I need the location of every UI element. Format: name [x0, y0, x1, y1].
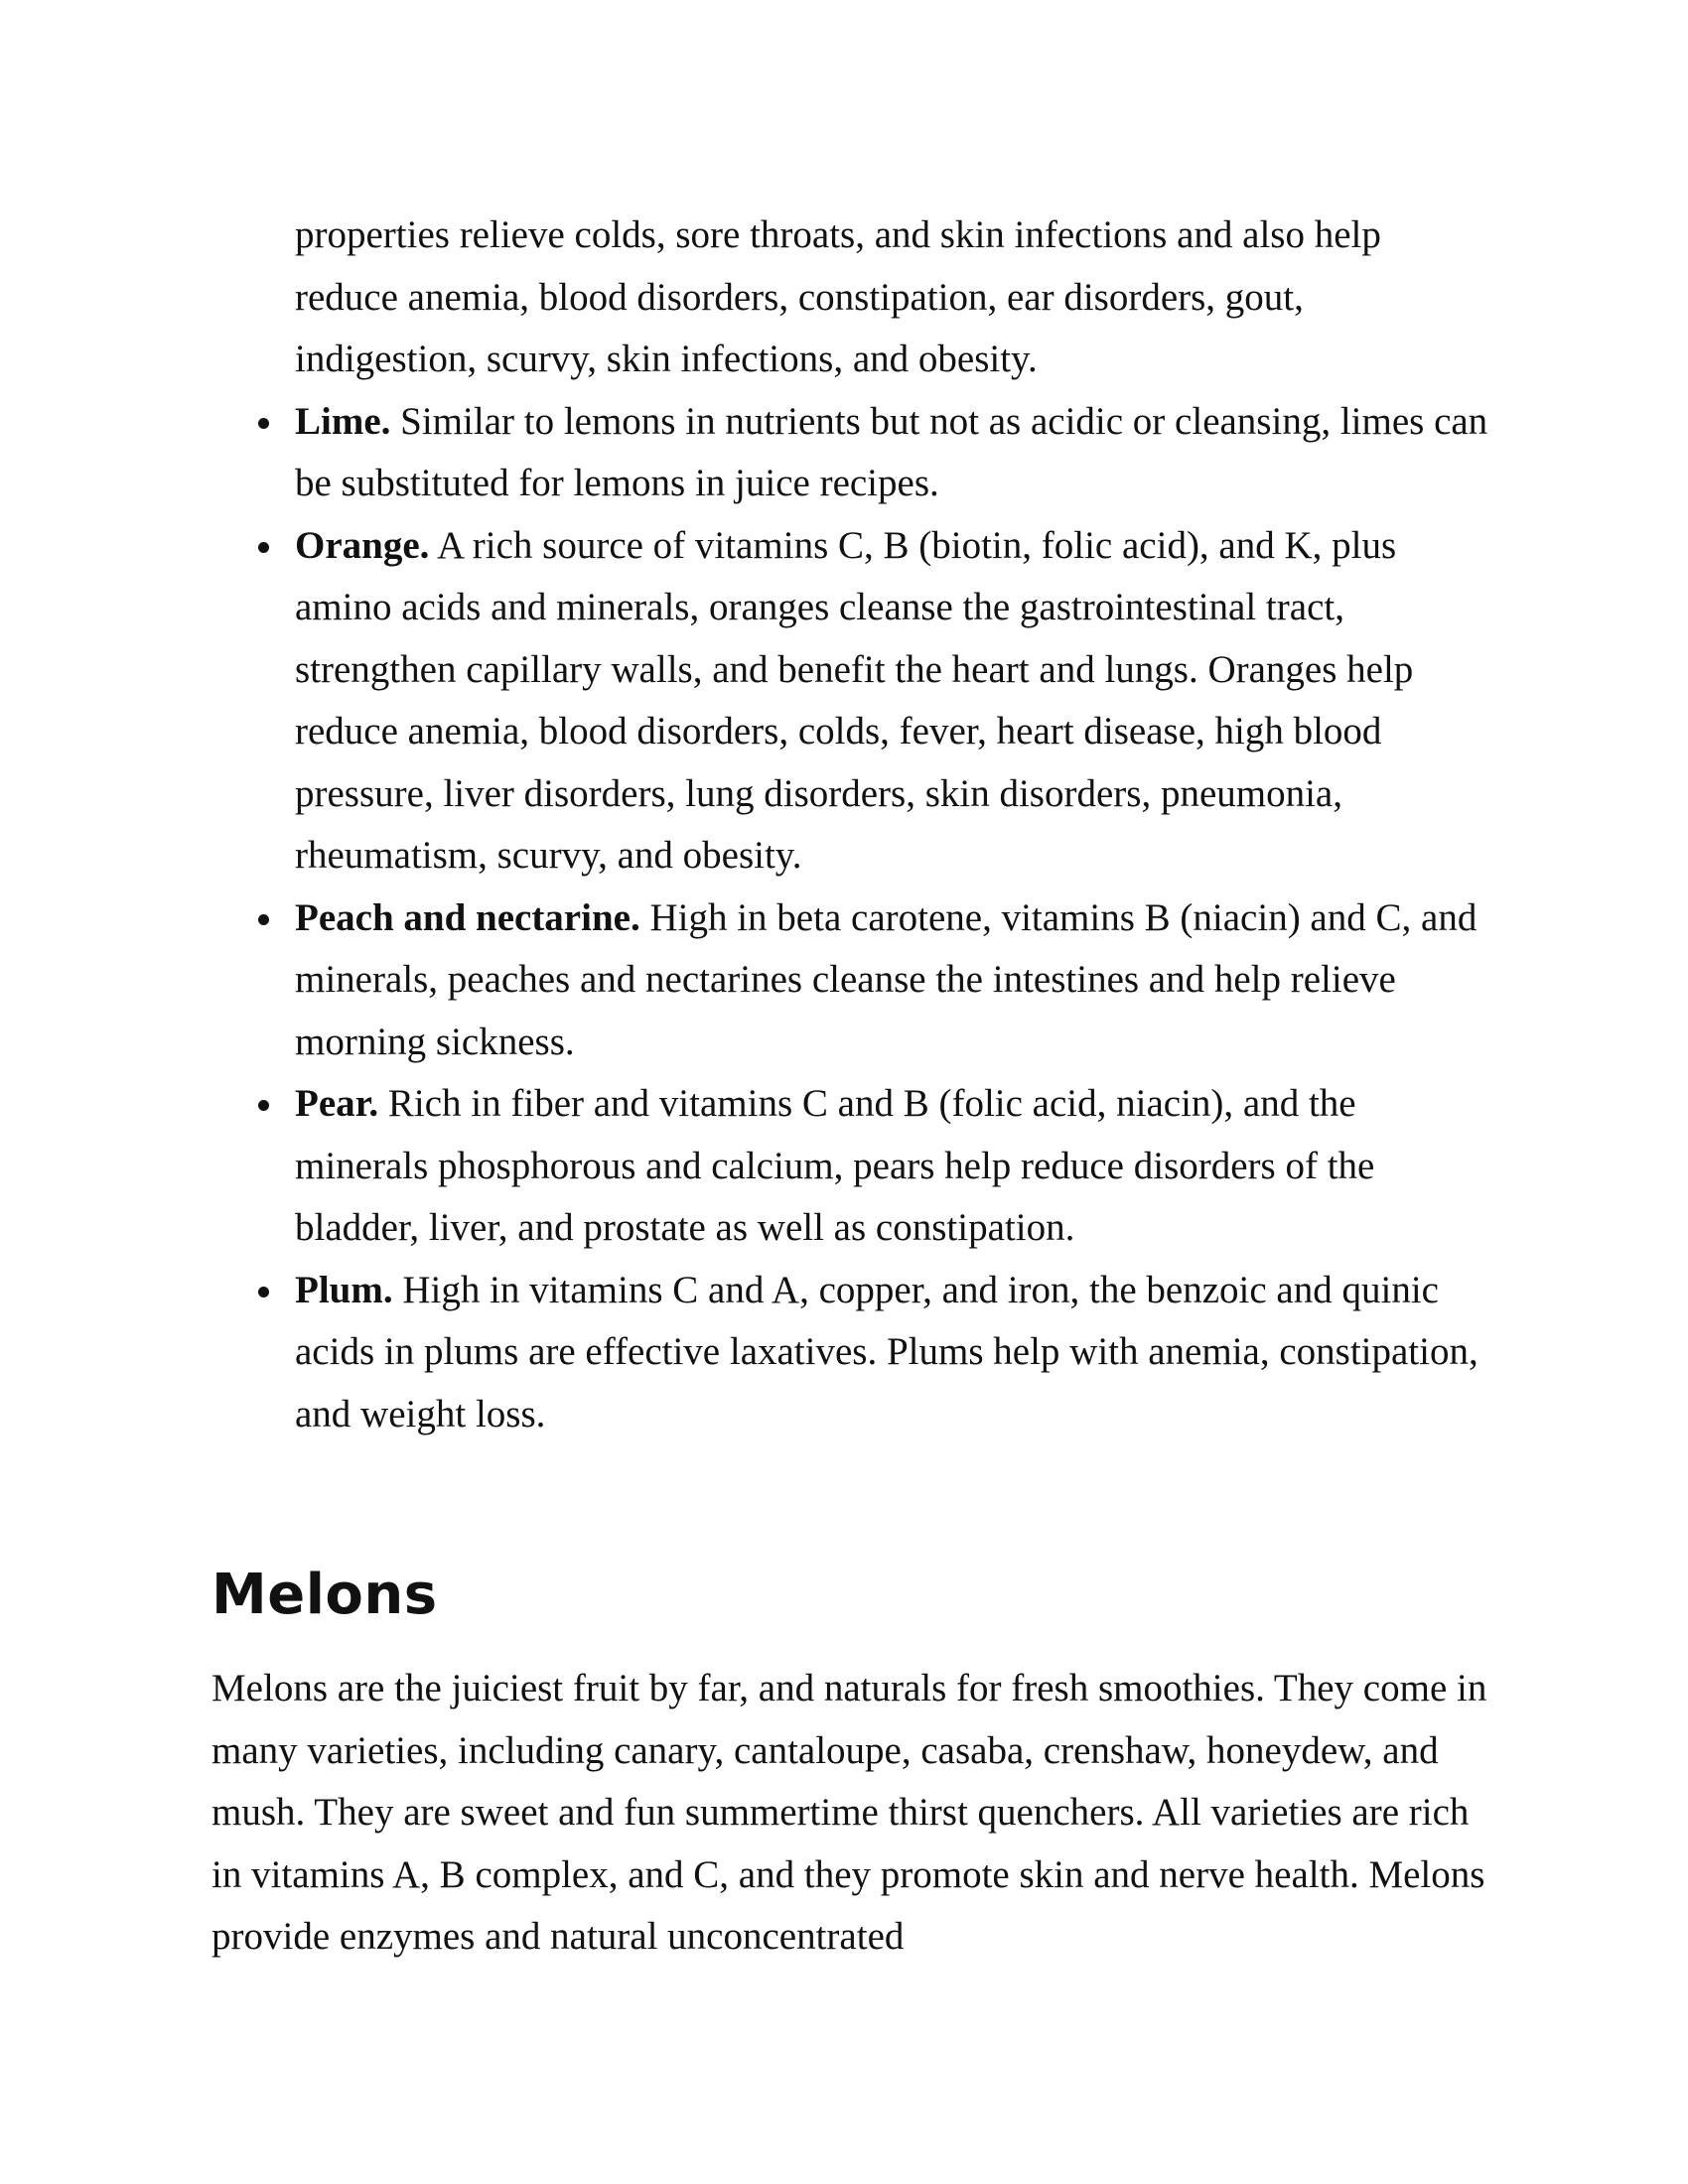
list-item-term: Orange.	[295, 523, 430, 567]
list-item-lime	[295, 391, 1492, 515]
document-page	[211, 205, 1492, 1969]
list-item-term: Peach and nectarine.	[295, 895, 640, 939]
bullet-icon	[258, 1287, 269, 1297]
bullet-icon	[258, 914, 269, 925]
bullet-icon	[258, 542, 269, 553]
list-item-text: Rich in fiber and vitamins C and B (folic acid, niacin), and the minerals phosphorous and calcium, pears help reduce disorders of the bladder, liver, and prostate as well as constipation.	[295, 1082, 1375, 1249]
section-heading: Melons	[211, 1563, 438, 1627]
continuation-paragraph: properties relieve colds, sore throats, and skin infections and also help reduce anemia, blood disorders, constipation, ear disorders, gout, indigestion, scurvy, skin infections, and obesity.	[295, 213, 1381, 380]
list-item-text: High in beta carotene, vitamins B (niacin) and C, and minerals, peaches and nectarines cleanse the intestines and help relieve morning sickness.	[295, 895, 1477, 1063]
section-body-paragraph: Melons are the juiciest fruit by far, and naturals for fresh smoothies. They come in many varieties, including canary, cantaloupe, casaba, crenshaw, honeydew, and mush. They are sweet and fun summertime thirst quenchers. All varieties are rich in vitamins A, B complex, and C, and they promote skin and nerve health. Melons provide enzymes and natural unconcentrated	[211, 1667, 1487, 1958]
fruit-list	[211, 391, 1492, 1446]
list-item-plum	[295, 1260, 1492, 1446]
list-item-peach-and-nectarine	[295, 887, 1492, 1074]
list-item-text: A rich source of vitamins C, B (biotin, folic acid), and K, plus amino acids and minerals, oranges cleanse the gastrointestinal tract, strengthen capillary walls, and benefit the heart and lungs. Oranges help reduce anemia, blood disorders, colds, fever, heart disease, high blood pressure, liver disorders, lung disorders, skin disorders, pneumonia, rheumatism, scurvy, and obesity.	[295, 523, 1414, 877]
list-item-term: Plum.	[295, 1268, 393, 1311]
list-item-orange	[295, 515, 1492, 887]
list-item-text: Similar to lemons in nutrients but not as acidic or cleansing, limes can be substituted for lemons in juice recipes.	[295, 399, 1488, 504]
list-item-term: Lime.	[295, 399, 391, 443]
list-item-pear	[295, 1073, 1492, 1260]
bullet-icon	[258, 1100, 269, 1111]
list-item-term: Pear.	[295, 1082, 379, 1125]
list-item-text: High in vitamins C and A, copper, and iron, the benzoic and quinic acids in plums are effective laxatives. Plums help with anemia, constipation, and weight loss.	[295, 1268, 1478, 1435]
bullet-icon	[258, 418, 269, 429]
